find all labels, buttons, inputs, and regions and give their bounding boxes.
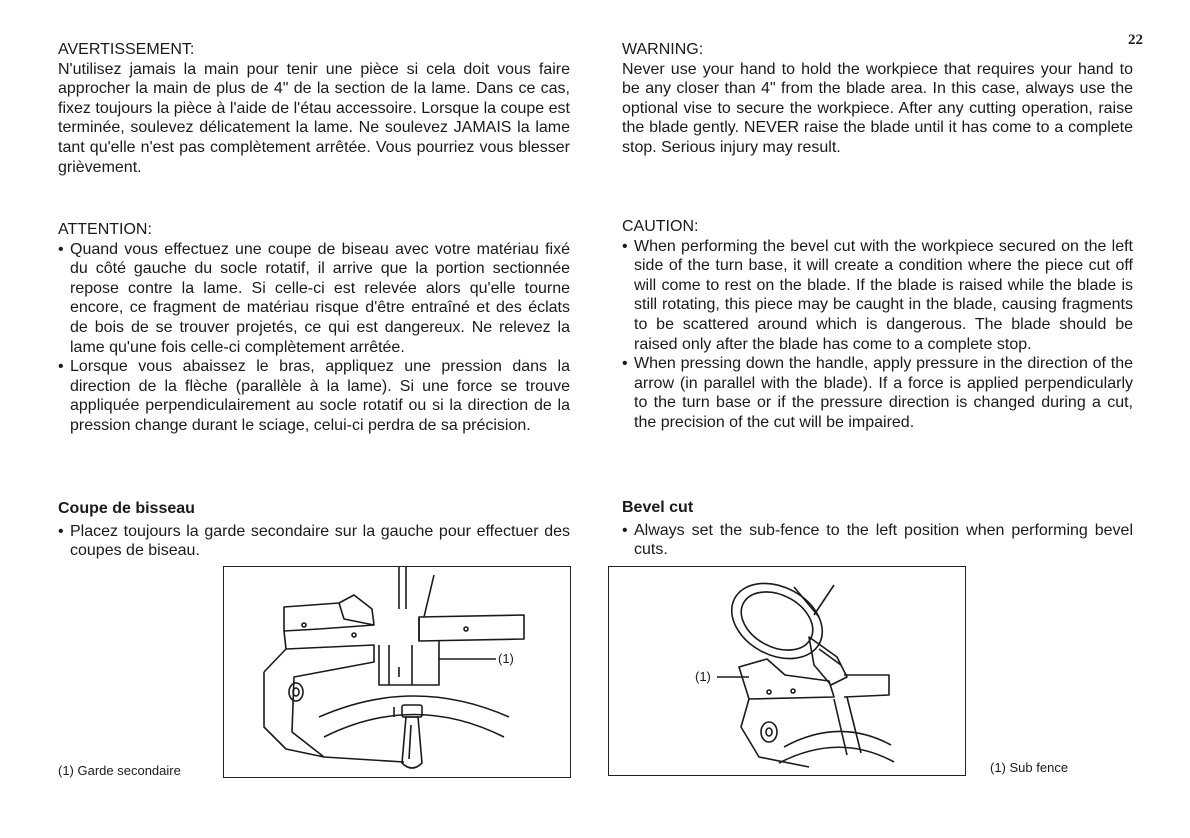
fr-section-text: Placez toujours la garde secondaire sur la gauche pour effectuer des coupes de biseau. <box>70 522 570 560</box>
en-caption: (1) Sub fence <box>990 760 1069 775</box>
bullet-icon: • <box>58 522 64 540</box>
en-caution-text: When performing the bevel cut with the workpiece secured on the left side of the turn base, it will create a condition where the piece cut off will come to rest on the blade. If the blade is raised while the blade is still rotating, this piece may be caught in the blade, causing fragments to be scattered around which is dangerous. The blade should be raised only after the blade has come to a complete stop. <box>634 237 1133 353</box>
en-caution-heading: CAUTION: <box>622 218 699 235</box>
fr-figure-drawing <box>224 567 570 777</box>
en-figure-callout: (1) <box>695 669 711 684</box>
fr-caution-text: Quand vous effectuez une coupe de biseau avec votre matériau fixé du côté gauche du socle rotatif, il arrive que la portion sectionnée repose contre la lame. Si celle-ci est relevée alors qu'elle tourne encore, ce fragment de matériau risque d'être entraîné et des éclats de bois de se trouver projetés, ce qui est dangereux. Ne relevez la lame qu'une fois celle-ci complètement arrêtée. <box>70 240 570 356</box>
en-warning-heading: WARNING: <box>622 41 704 58</box>
en-section-title: Bevel cut <box>622 499 694 516</box>
fr-warning-block <box>58 40 570 177</box>
fr-warning-heading: AVERTISSEMENT: <box>58 41 195 58</box>
fr-caution-heading: ATTENTION: <box>58 221 152 238</box>
fr-caution-block <box>58 220 570 436</box>
en-section-list <box>622 521 1133 560</box>
en-bevel-section <box>622 498 1133 560</box>
bullet-icon: • <box>58 358 64 376</box>
en-caution-list <box>622 237 1133 433</box>
fr-caution-item <box>58 240 570 358</box>
fr-caption: (1) Garde secondaire <box>58 763 181 778</box>
fr-section-title: Coupe de bisseau <box>58 500 195 517</box>
bullet-icon: • <box>622 521 628 539</box>
page-number: 22 <box>1128 32 1143 48</box>
en-warning-block <box>622 40 1133 158</box>
en-caution-item <box>622 237 1133 355</box>
bullet-icon: • <box>622 355 628 373</box>
fr-figure <box>223 566 571 778</box>
fr-figure-callout: (1) <box>498 651 514 666</box>
fr-caution-item <box>58 357 570 435</box>
en-section-text: Always set the sub-fence to the left position when performing bevel cuts. <box>634 521 1133 559</box>
fr-section-item <box>58 522 570 561</box>
bullet-icon: • <box>58 240 64 258</box>
en-caution-text: When pressing down the handle, apply pressure in the direction of the arrow (in parallel with the blade). If a force is applied perpendicularly to the turn base or if the pressure direction is changed during a cut, the precision of the cut will be impaired. <box>634 355 1133 431</box>
bullet-icon: • <box>622 237 628 255</box>
en-figure <box>608 566 966 776</box>
fr-section-list <box>58 522 570 561</box>
fr-warning-text: N'utilisez jamais la main pour tenir une pièce si cela doit vous faire approcher la main de plus de 4" de la section de la lame. Dans ce cas, fixez toujours la pièce à l'aide de l'étau accessoire. Lorsque la coupe est terminée, soulevez délicatement la lame. Ne soulevez JAMAIS la lame tant qu'elle n'est pas complètement arrêtée. Vous pourriez vous blesser grièvement. <box>58 60 570 176</box>
en-section-item <box>622 521 1133 560</box>
fr-caution-list <box>58 240 570 436</box>
en-figure-drawing <box>609 567 965 775</box>
en-warning-text: Never use your hand to hold the workpiece that requires your hand to be any closer than 4" from the blade area. In this case, always use the optional vise to secure the workpiece. After any cutting operation, raise the blade gently. NEVER raise the blade until it has come to a complete stop. Serious injury may result. <box>622 60 1133 156</box>
en-caution-block <box>622 217 1133 433</box>
fr-bevel-section <box>58 499 570 561</box>
en-caution-item <box>622 354 1133 432</box>
fr-caution-text: Lorsque vous abaissez le bras, appliquez une pression dans la direction de la flèche (parallèle à la lame). Si une force se trouve appliquée perpendiculairement au socle rotatif ou si la direction de la pression change durant le sciage, celui-ci perdra de sa précision. <box>70 358 570 434</box>
